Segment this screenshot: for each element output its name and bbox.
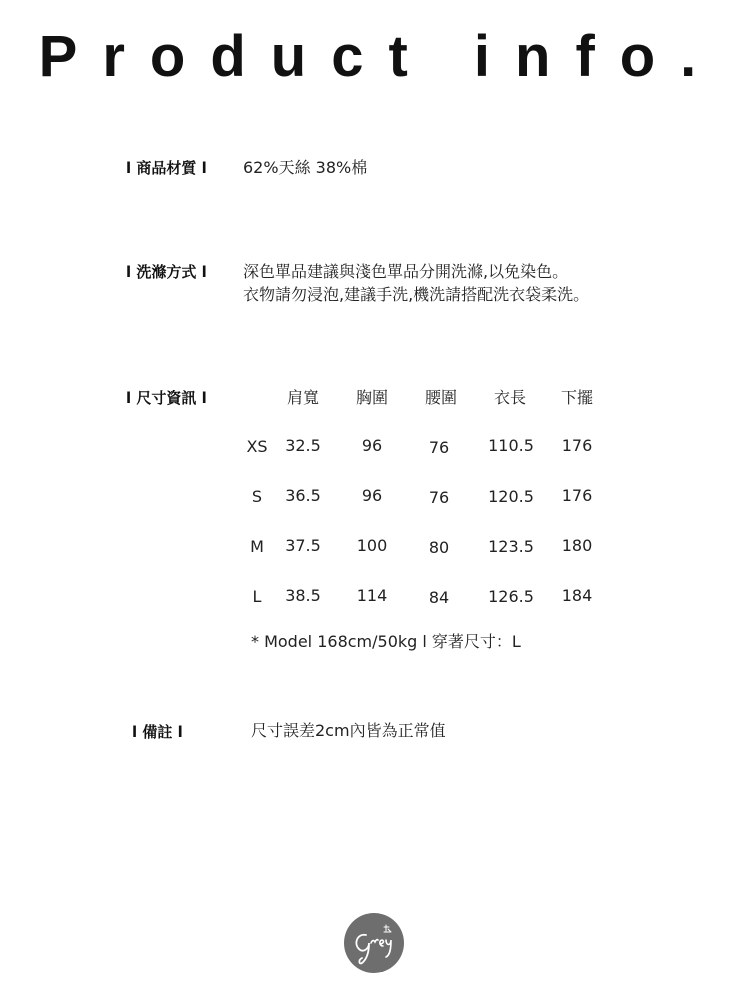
material-label: l 商品材質 l [126,159,207,177]
size-header-hem: 下擺 [560,388,593,407]
size-value-length: 126.5 [488,587,534,606]
remarks-label: l 備註 l [132,723,183,741]
size-value-chest: 96 [361,486,383,505]
size-value-waist: 76 [428,438,450,457]
page-title: Product info. [38,24,722,89]
size-value-chest: 96 [361,436,383,455]
size-value-length: 123.5 [488,537,534,556]
size-value-waist: 76 [428,488,450,507]
washing-line-1: 深色單品建議與淺色單品分開洗滌,以免染色。 [243,262,569,281]
size-label: M [250,537,264,556]
size-value-hem: 180 [561,536,593,555]
size-header-length: 衣長 [493,388,526,407]
size-value-waist: 80 [428,538,450,557]
size-header-chest: 胸圍 [355,388,388,407]
size-value-hem: 184 [561,586,593,605]
size-value-hem: 176 [561,436,593,455]
size-label: S [251,487,263,506]
size-value-chest: 114 [356,586,388,605]
size-info-label: l 尺寸資訊 l [126,389,207,407]
washing-label: l 洗滌方式 l [126,263,207,281]
size-value-shoulder: 36.5 [285,486,321,505]
grey-brand-logo-icon [344,913,404,973]
size-value-shoulder: 32.5 [285,436,321,455]
size-value-length: 110.5 [488,436,534,455]
logo-script-icon [344,913,404,973]
size-value-length: 120.5 [488,487,534,506]
size-value-hem: 176 [561,486,593,505]
model-note: * Model 168cm/50kg l 穿著尺寸：L [251,632,521,651]
remarks-value: 尺寸誤差2cm內皆為正常值 [251,721,446,740]
size-label: L [252,587,262,606]
washing-line-2: 衣物請勿浸泡,建議手洗,機洗請搭配洗衣袋柔洗。 [243,285,590,304]
size-value-shoulder: 37.5 [285,536,321,555]
size-value-waist: 84 [428,588,450,607]
size-value-shoulder: 38.5 [285,586,321,605]
size-header-shoulder: 肩寬 [286,388,319,407]
size-label: XS [246,437,268,456]
material-value: 62%天絲 38%棉 [243,158,368,177]
size-header-waist: 腰圍 [424,388,457,407]
size-value-chest: 100 [356,536,388,555]
